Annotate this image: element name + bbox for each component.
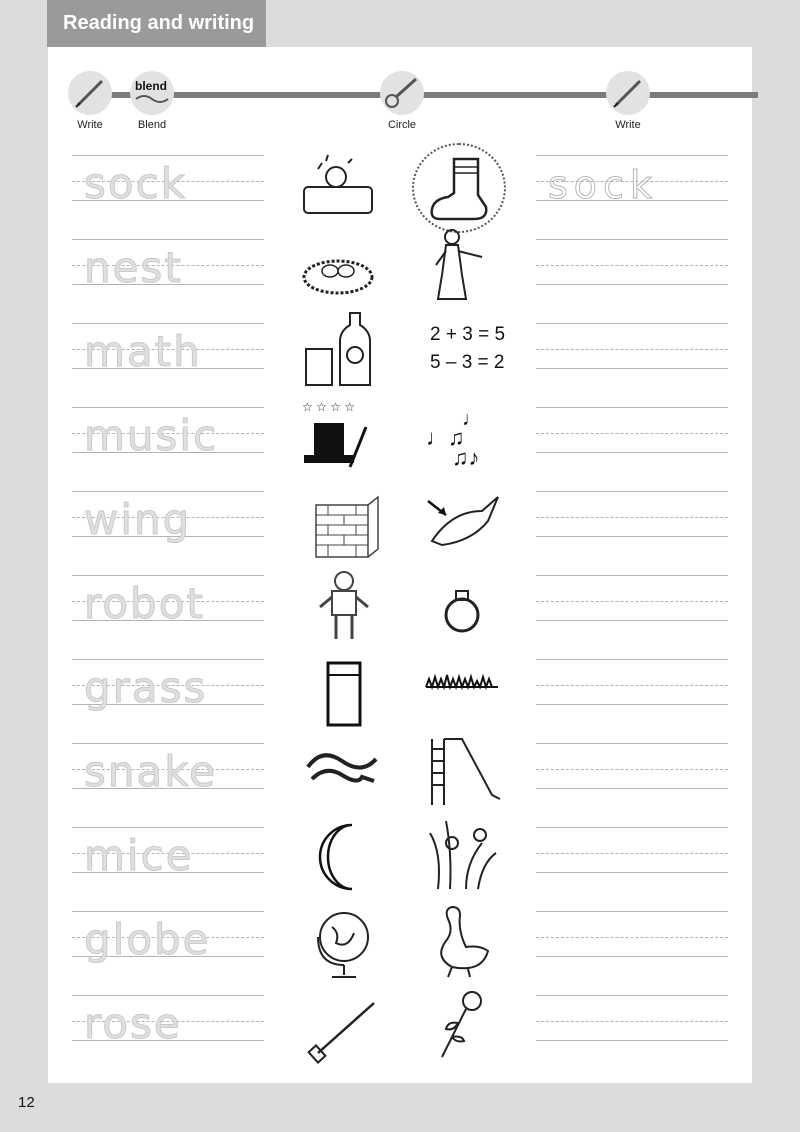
answer-writing-lines[interactable] <box>536 239 728 299</box>
sock-picture[interactable] <box>422 149 502 229</box>
svg-text:☆ ☆ ☆ ☆: ☆ ☆ ☆ ☆ <box>302 400 356 414</box>
trace-writing-lines[interactable] <box>72 323 264 383</box>
brick-wall-picture[interactable] <box>308 485 388 565</box>
exercise-row <box>48 575 752 659</box>
trace-word: rose <box>84 999 182 1048</box>
exercise-row <box>48 323 752 407</box>
trace-word: math <box>84 327 202 376</box>
snake-picture[interactable] <box>302 737 382 817</box>
exercise-row <box>48 239 752 323</box>
step-label-blend: Blend <box>137 119 167 131</box>
trace-word: snake <box>84 747 217 796</box>
pencil-icon <box>68 71 112 115</box>
moon-picture[interactable] <box>304 817 384 897</box>
rose-picture[interactable] <box>422 983 502 1063</box>
trace-word: globe <box>84 915 211 964</box>
answer-writing-lines[interactable] <box>536 575 728 635</box>
circle-pencil-icon <box>380 71 424 115</box>
svg-text:♩: ♩ <box>462 408 482 430</box>
answer-writing-lines[interactable] <box>536 155 728 215</box>
globe-picture[interactable] <box>304 903 384 983</box>
slide-picture[interactable] <box>422 729 502 809</box>
bird-wing-picture[interactable] <box>422 481 502 561</box>
answer-writing-lines[interactable] <box>536 911 728 971</box>
exercise-row <box>48 659 752 743</box>
ring-picture[interactable] <box>422 569 502 649</box>
trace-writing-lines[interactable] <box>72 827 264 887</box>
answer-writing-lines[interactable] <box>536 827 728 887</box>
blend-icon-text: blend <box>135 79 167 93</box>
music-notes-picture[interactable] <box>422 395 502 475</box>
answer-writing-lines[interactable] <box>536 407 728 467</box>
worksheet-page <box>48 47 752 1083</box>
step-label-write: Write <box>77 119 103 131</box>
trace-word: nest <box>84 243 183 292</box>
answer-writing-lines[interactable] <box>536 491 728 551</box>
trace-writing-lines[interactable] <box>72 743 264 803</box>
blend-icon <box>130 71 174 115</box>
nest-picture[interactable] <box>298 233 378 313</box>
sum-line: 5 – 3 = 2 <box>430 352 505 373</box>
exercise-row <box>48 491 752 575</box>
trace-writing-lines[interactable] <box>72 659 264 719</box>
goose-picture[interactable] <box>422 901 502 981</box>
exercise-row <box>48 827 752 911</box>
answer-writing-lines[interactable] <box>536 995 728 1055</box>
exercise-row <box>48 995 752 1079</box>
answer-writing-lines[interactable] <box>536 323 728 383</box>
sleeping-child-picture <box>298 147 378 227</box>
trace-word: sock <box>84 159 187 208</box>
glass-picture[interactable] <box>304 653 384 733</box>
trace-word: music <box>84 411 219 460</box>
sum-line: 2 + 3 = 5 <box>430 324 506 345</box>
page-number: 12 <box>18 1094 35 1111</box>
exercise-row <box>48 911 752 995</box>
trace-word: wing <box>84 495 192 544</box>
trace-word: mice <box>84 831 194 880</box>
sums-picture[interactable] <box>430 321 505 377</box>
exercise-row <box>48 743 752 827</box>
trace-writing-lines[interactable] <box>72 911 264 971</box>
woman-waving-picture[interactable] <box>422 225 502 305</box>
exercise-row <box>48 400 752 491</box>
page-header-tab <box>47 0 266 47</box>
step-label-write: Write <box>615 119 641 131</box>
exercise-row <box>48 155 752 239</box>
answer-writing-lines[interactable] <box>536 743 728 803</box>
trace-writing-lines[interactable] <box>72 491 264 551</box>
trace-word: robot <box>84 579 205 628</box>
grass-picture[interactable] <box>422 647 502 727</box>
svg-text:♫♪: ♫♪ <box>452 445 480 470</box>
mice-in-grass-picture[interactable] <box>422 813 502 893</box>
svg-text:♩♫: ♩♫ <box>426 425 465 450</box>
magic-hat-and-wand-picture[interactable] <box>298 397 378 477</box>
trace-writing-lines[interactable] <box>72 407 264 467</box>
robot-picture[interactable] <box>304 565 384 645</box>
trace-writing-lines[interactable] <box>72 239 264 299</box>
example-answer: sock <box>548 163 658 207</box>
trace-writing-lines[interactable] <box>72 155 264 215</box>
page-title: Reading and writing <box>63 12 255 34</box>
step-label-circle: Circle <box>387 119 417 131</box>
glass-and-bottle-picture[interactable] <box>298 309 378 389</box>
toothbrush-picture[interactable] <box>304 991 384 1071</box>
trace-writing-lines[interactable] <box>72 995 264 1055</box>
trace-word: grass <box>84 663 208 712</box>
trace-writing-lines[interactable] <box>72 575 264 635</box>
pencil-icon <box>606 71 650 115</box>
answer-writing-lines[interactable] <box>536 659 728 719</box>
